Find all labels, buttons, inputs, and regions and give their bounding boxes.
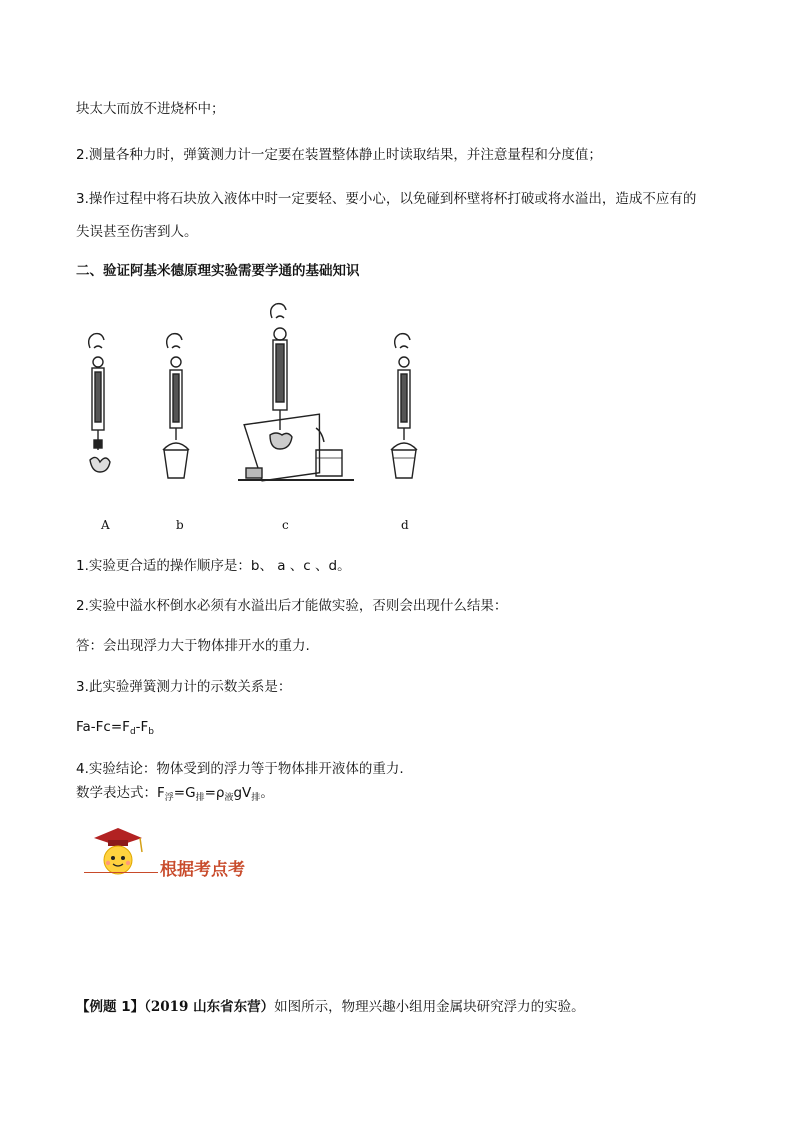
spring-scale-d bbox=[391, 334, 417, 478]
figure-label-a: A bbox=[101, 518, 110, 532]
figure-label-d: d bbox=[401, 518, 409, 532]
example-source: （2019 山东省东营） bbox=[144, 999, 275, 1015]
example-text: 如图所示，物理兴趣小组用金属块研究浮力的实验。 bbox=[274, 999, 585, 1015]
answer-2: 答：会出现浮力大于物体排开水的重力. bbox=[76, 638, 310, 654]
question-1: 1.实验更合适的操作顺序是：b、 a 、c 、d。 bbox=[76, 558, 351, 574]
text-line: 块太大而放不进烧杯中； bbox=[76, 101, 225, 117]
figure-label-b: b bbox=[176, 518, 184, 532]
example-line bbox=[76, 998, 585, 1016]
spring-scale-b bbox=[163, 334, 189, 478]
figure-label-c: c bbox=[282, 518, 289, 532]
question-2: 2.实验中溢水杯倒水必须有水溢出后才能做实验，否则会出现什么结果： bbox=[76, 598, 508, 614]
formula-relation: $Fa-Fc=F_d-F_b$ bbox=[76, 719, 155, 737]
example-tag: 【例题 1】 bbox=[76, 999, 145, 1015]
question-4: 4.实验结论：物体受到的浮力等于物体排开液体的重力. bbox=[76, 761, 404, 777]
text-line: 2.测量各种力时，弹簧测力计一定要在装置整体静止时读取结果，并注意量程和分度值； bbox=[76, 147, 602, 163]
banner-title: 根据考点考 bbox=[160, 860, 245, 880]
text-line: 3.操作过程中将石块放入液体中时一定要轻、要小心，以免碰到杯壁将杯打破或将水溢出，造成不应有的 bbox=[76, 191, 697, 207]
question-3: 3.此实验弹簧测力计的示数关系是： bbox=[76, 679, 292, 695]
text-line: 失误甚至伤害到人。 bbox=[76, 224, 198, 240]
section-heading: 二、验证阿基米德原理实验需要学通的基础知识 bbox=[76, 263, 360, 279]
graduate-mascot-icon bbox=[84, 822, 154, 878]
archimedes-experiment-figure bbox=[60, 300, 460, 500]
banner-underline bbox=[84, 872, 158, 873]
math-expression: 数学表达式：$F_浮=G_排=\rho_液gV_排$。 bbox=[76, 785, 274, 803]
spring-scale-c bbox=[238, 304, 354, 483]
spring-scale-a bbox=[89, 334, 110, 472]
